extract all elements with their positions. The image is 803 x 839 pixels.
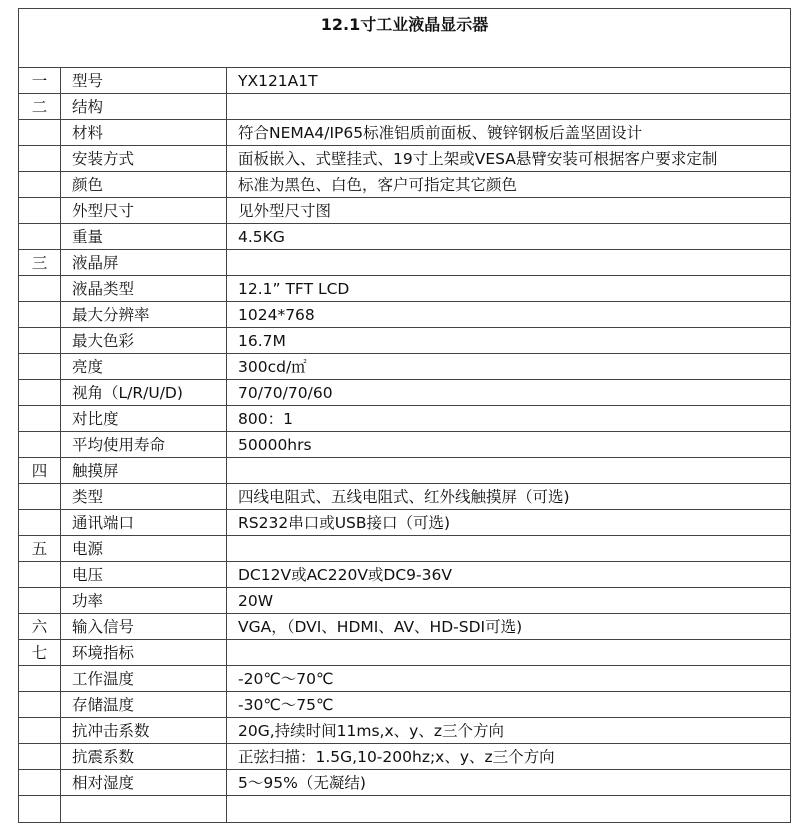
table-row bbox=[19, 250, 791, 276]
spec-value: 70/70/70/60 bbox=[227, 380, 791, 406]
blank-cell bbox=[19, 796, 61, 823]
row-number bbox=[19, 120, 61, 146]
row-number: 二 bbox=[19, 94, 61, 120]
row-number bbox=[19, 198, 61, 224]
spec-value: VGA，（DVI、HDMI、AV、HD-SDI可选) bbox=[227, 614, 791, 640]
spec-item: 抗震系数 bbox=[61, 744, 227, 770]
spec-value: 面板嵌入、式壁挂式、19寸上架或VESA悬臂安装可根据客户要求定制 bbox=[227, 146, 791, 172]
row-number bbox=[19, 146, 61, 172]
row-number: 四 bbox=[19, 458, 61, 484]
spec-item: 类型 bbox=[61, 484, 227, 510]
row-number bbox=[19, 588, 61, 614]
spec-item: 功率 bbox=[61, 588, 227, 614]
row-number bbox=[19, 380, 61, 406]
spec-item: 液晶屏 bbox=[61, 250, 227, 276]
table-row bbox=[19, 406, 791, 432]
row-number bbox=[19, 770, 61, 796]
row-number: 七 bbox=[19, 640, 61, 666]
spec-item: 外型尺寸 bbox=[61, 198, 227, 224]
table-row bbox=[19, 536, 791, 562]
row-number bbox=[19, 276, 61, 302]
spec-item: 电源 bbox=[61, 536, 227, 562]
title-row bbox=[19, 9, 791, 68]
spec-item: 工作温度 bbox=[61, 666, 227, 692]
table-row bbox=[19, 328, 791, 354]
spec-item: 对比度 bbox=[61, 406, 227, 432]
spec-value: 四线电阻式、五线电阻式、红外线触摸屏（可选) bbox=[227, 484, 791, 510]
table-row bbox=[19, 562, 791, 588]
spec-value: 1024*768 bbox=[227, 302, 791, 328]
table-row bbox=[19, 224, 791, 250]
spec-value bbox=[227, 94, 791, 120]
spec-value: 12.1” TFT LCD bbox=[227, 276, 791, 302]
table-row bbox=[19, 198, 791, 224]
row-number bbox=[19, 328, 61, 354]
spec-item: 颜色 bbox=[61, 172, 227, 198]
table-row bbox=[19, 510, 791, 536]
row-number bbox=[19, 562, 61, 588]
spec-item: 存储温度 bbox=[61, 692, 227, 718]
table-row bbox=[19, 718, 791, 744]
spec-item: 平均使用寿命 bbox=[61, 432, 227, 458]
blank-cell bbox=[61, 796, 227, 823]
row-number: 六 bbox=[19, 614, 61, 640]
spec-value: 50000hrs bbox=[227, 432, 791, 458]
table-row bbox=[19, 614, 791, 640]
row-number bbox=[19, 744, 61, 770]
spec-item: 结构 bbox=[61, 94, 227, 120]
spec-item: 触摸屏 bbox=[61, 458, 227, 484]
table-row bbox=[19, 744, 791, 770]
table-title: 12.1寸工业液晶显示器 bbox=[19, 9, 791, 68]
table-row bbox=[19, 458, 791, 484]
table-row bbox=[19, 380, 791, 406]
spec-value: 20W bbox=[227, 588, 791, 614]
spec-value: 标准为黑色、白色，客户可指定其它颜色 bbox=[227, 172, 791, 198]
spec-table bbox=[18, 8, 791, 823]
spec-item: 亮度 bbox=[61, 354, 227, 380]
row-number bbox=[19, 484, 61, 510]
row-number bbox=[19, 354, 61, 380]
row-number bbox=[19, 510, 61, 536]
spec-item: 环境指标 bbox=[61, 640, 227, 666]
row-number bbox=[19, 718, 61, 744]
spec-item: 视角（L/R/U/D) bbox=[61, 380, 227, 406]
row-number bbox=[19, 666, 61, 692]
table-row bbox=[19, 770, 791, 796]
spec-item: 最大分辨率 bbox=[61, 302, 227, 328]
table-row bbox=[19, 354, 791, 380]
spec-value: 4.5KG bbox=[227, 224, 791, 250]
table-row bbox=[19, 94, 791, 120]
blank-cell bbox=[227, 796, 791, 823]
table-row bbox=[19, 120, 791, 146]
row-number bbox=[19, 432, 61, 458]
table-row bbox=[19, 302, 791, 328]
spec-item: 最大色彩 bbox=[61, 328, 227, 354]
row-number bbox=[19, 692, 61, 718]
spec-value: 见外型尺寸图 bbox=[227, 198, 791, 224]
table-row bbox=[19, 666, 791, 692]
spec-value: DC12V或AC220V或DC9-36V bbox=[227, 562, 791, 588]
table-row bbox=[19, 276, 791, 302]
table-row bbox=[19, 172, 791, 198]
table-row bbox=[19, 68, 791, 94]
spec-value bbox=[227, 536, 791, 562]
table-row bbox=[19, 640, 791, 666]
spec-value: 5～95%（无凝结) bbox=[227, 770, 791, 796]
table-row bbox=[19, 692, 791, 718]
spec-value: RS232串口或USB接口（可选) bbox=[227, 510, 791, 536]
spec-value: -20℃～70℃ bbox=[227, 666, 791, 692]
row-number bbox=[19, 172, 61, 198]
blank-row bbox=[19, 796, 791, 823]
row-number: 三 bbox=[19, 250, 61, 276]
spec-value bbox=[227, 458, 791, 484]
spec-item: 安装方式 bbox=[61, 146, 227, 172]
spec-value: 20G,持续时间11ms,x、y、z三个方向 bbox=[227, 718, 791, 744]
spec-value: YX121A1T bbox=[227, 68, 791, 94]
spec-item: 抗冲击系数 bbox=[61, 718, 227, 744]
table-row bbox=[19, 146, 791, 172]
spec-value: 正弦扫描：1.5G,10-200hz;x、y、z三个方向 bbox=[227, 744, 791, 770]
spec-item: 通讯端口 bbox=[61, 510, 227, 536]
spec-value: 800：1 bbox=[227, 406, 791, 432]
row-number bbox=[19, 406, 61, 432]
row-number: 一 bbox=[19, 68, 61, 94]
spec-value: 16.7M bbox=[227, 328, 791, 354]
spec-item: 液晶类型 bbox=[61, 276, 227, 302]
spec-item: 相对湿度 bbox=[61, 770, 227, 796]
spec-item: 输入信号 bbox=[61, 614, 227, 640]
spec-value bbox=[227, 640, 791, 666]
row-number bbox=[19, 224, 61, 250]
spec-value: 符合NEMA4/IP65标准铝质前面板、镀锌钢板后盖坚固设计 bbox=[227, 120, 791, 146]
spec-value bbox=[227, 250, 791, 276]
row-number bbox=[19, 302, 61, 328]
spec-item: 重量 bbox=[61, 224, 227, 250]
row-number: 五 bbox=[19, 536, 61, 562]
spec-item: 型号 bbox=[61, 68, 227, 94]
spec-item: 材料 bbox=[61, 120, 227, 146]
spec-value: 300cd/㎡ bbox=[227, 354, 791, 380]
spec-value: -30℃～75℃ bbox=[227, 692, 791, 718]
table-row bbox=[19, 588, 791, 614]
table-row bbox=[19, 432, 791, 458]
spec-item: 电压 bbox=[61, 562, 227, 588]
table-row bbox=[19, 484, 791, 510]
